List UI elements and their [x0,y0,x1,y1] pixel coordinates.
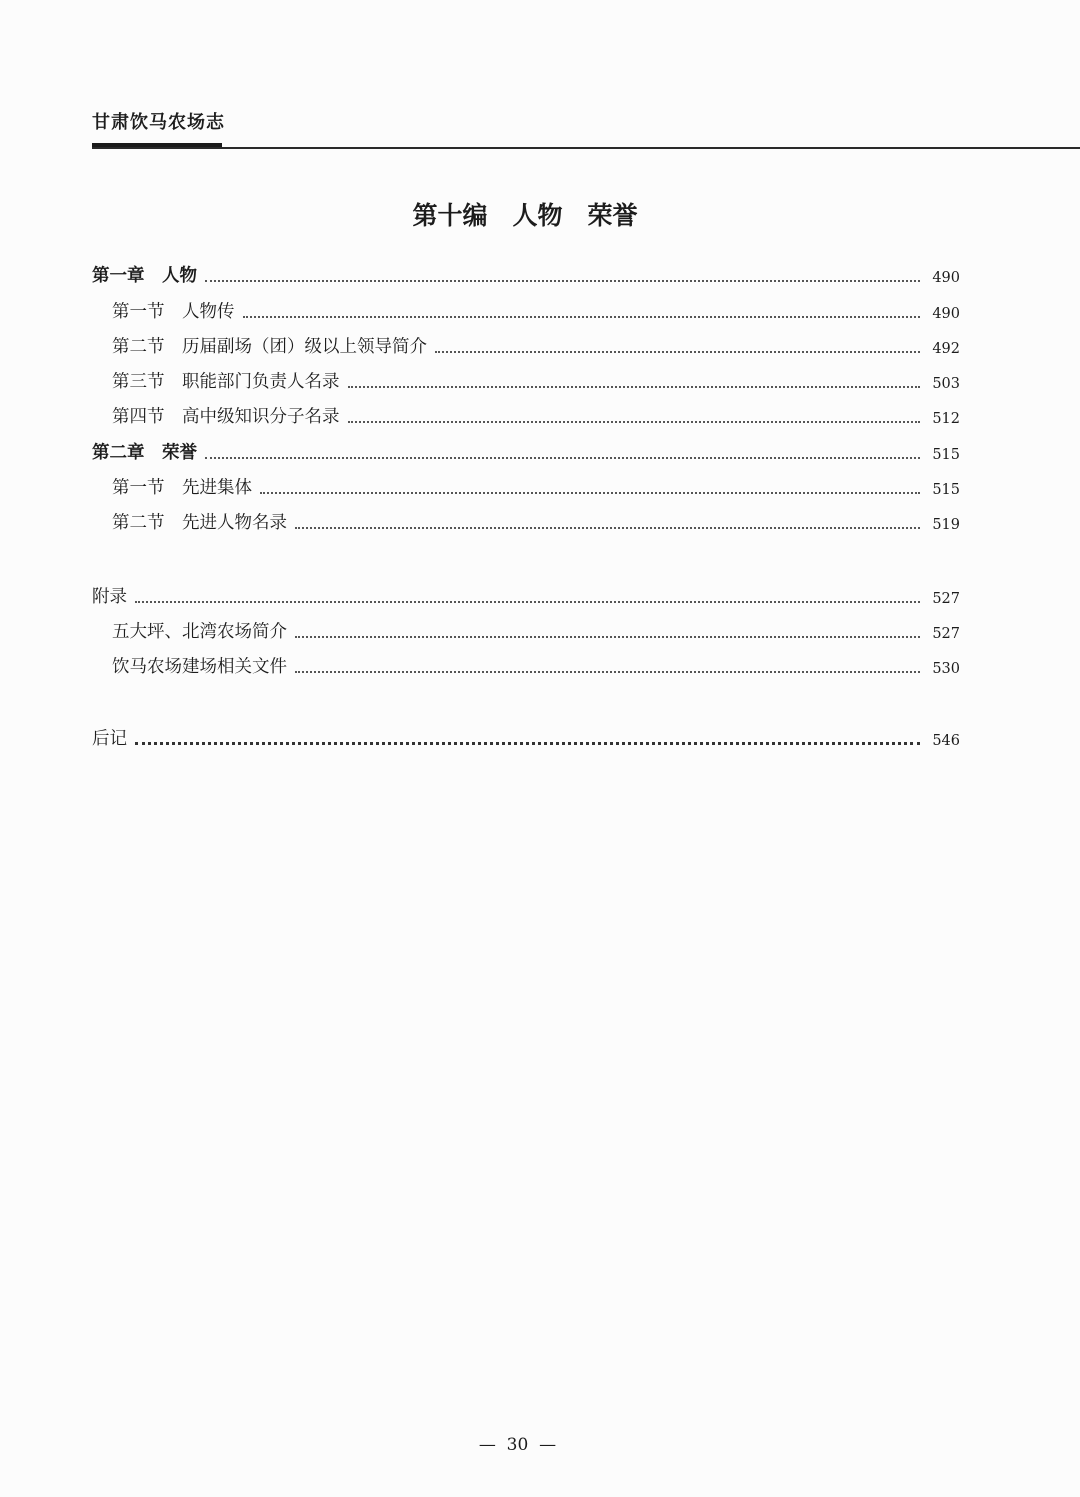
toc-entry-section[interactable] [92,323,960,358]
part-title: 第十编 人物 荣誉 [412,201,638,230]
header-rule [92,147,1080,149]
toc-entry-title: 后记 [92,728,127,749]
toc-entry-title: 第三节 职能部门负责人名录 [112,372,340,393]
toc-entry-title: 第一章 人物 [92,266,197,287]
toc-entry-section[interactable] [92,464,960,499]
dot-leader [243,316,921,318]
toc-entry-title: 第四节 高中级知识分子名录 [112,407,340,428]
toc-page-number: 492 [932,340,960,357]
dot-leader [205,457,920,459]
toc-page-number: 490 [932,305,960,322]
dot-leader [295,527,920,529]
toc-entry-title: 第二章 荣誉 [92,442,197,463]
toc-spacer [92,678,960,714]
toc-page-number: 515 [932,482,960,499]
running-head: 甘肃饮马农场志 [92,112,225,133]
toc-page-number: 515 [932,446,960,463]
toc-page-number: 527 [932,625,960,642]
dot-leader [260,492,920,494]
toc-entry-title: 五大坪、北湾农场简介 [112,621,287,642]
toc-entry-title: 第一节 人物传 [112,301,235,322]
toc-entry-title: 第二节 先进人物名录 [112,513,287,534]
dot-leader [135,601,920,603]
toc-entry-chapter-1[interactable] [92,252,960,287]
toc-entry-appendix-item[interactable] [92,643,960,678]
toc-entry-chapter-2[interactable] [92,428,960,463]
dot-leader [295,671,920,673]
dot-leader [295,636,920,638]
dot-leader [348,421,921,423]
dot-leader [435,351,920,353]
toc-page-number: 503 [932,376,960,393]
toc-entry-title: 附录 [92,586,127,607]
toc-entry-section[interactable] [92,287,960,322]
toc-entry-appendix-item[interactable] [92,608,960,643]
toc-spacer [92,534,960,572]
dot-leader [348,386,921,388]
toc-entry-section[interactable] [92,358,960,393]
toc-entry-title: 第二节 历届副场（团）级以上领导简介 [112,336,427,357]
toc-entry-section[interactable] [92,499,960,534]
toc-page-number: 527 [932,590,960,607]
toc-entry-title: 饮马农场建场相关文件 [112,657,287,678]
table-of-contents [92,252,960,750]
dot-leader [135,742,920,745]
toc-page-number: 530 [932,661,960,678]
toc-entry-title: 第一节 先进集体 [112,478,252,499]
toc-entry-appendix[interactable] [92,572,960,607]
toc-page-number: 546 [932,732,960,749]
toc-page-number: 490 [932,270,960,287]
page-number: — 30 — [478,1435,557,1455]
toc-entry-section[interactable] [92,393,960,428]
toc-page-number: 512 [932,411,960,428]
toc-entry-afterword[interactable] [92,714,960,749]
toc-page-number: 519 [932,517,960,534]
dot-leader [205,280,920,282]
